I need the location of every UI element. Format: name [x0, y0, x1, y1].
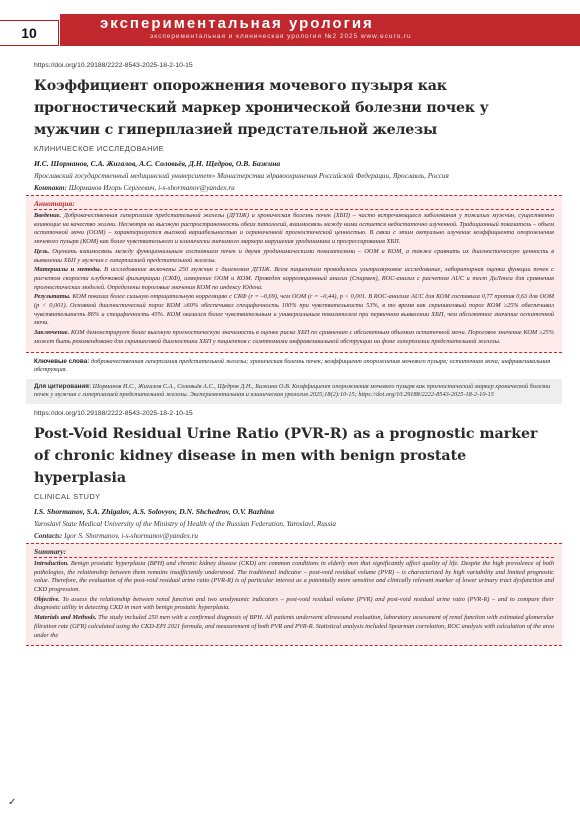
keywords-ru [34, 358, 554, 375]
authors-en: I.S. Shormanov, S.A. Zhigalov, A.S. Solovyov, D.N. Shchedrov, O.V. Bazhina [34, 506, 275, 516]
authors-ru: И.С. Шорманов, С.А. Жигалов, А.С. Соловьёв, Д.Н. Щедров, О.В. Бажина [34, 159, 281, 168]
journal-subtitle: экспериментальная и клиническая урология №2 2025 www.ecuro.ru [150, 33, 412, 40]
doi-link-ru[interactable]: https://doi.org/10.29188/2222-8543-2025-18-2-10-15 [34, 62, 193, 69]
citation-box-ru [26, 379, 562, 404]
abstract-label: Материалы и методы. [34, 266, 102, 274]
affiliation-en: Yaroslavl State Medical University of the Ministry of Health of the Russian Federation, Yaroslavl, Russia [34, 519, 336, 528]
abstract-paragraph [34, 560, 554, 595]
abstract-label: Заключение. [34, 329, 70, 337]
affiliation-ru: Ярославский государственный медицинский университет» Министерства здравоохранения Российской Федерации, Ярославль, Россия [34, 172, 449, 180]
article-type-ru: КЛИНИЧЕСКОЕ ИССЛЕДОВАНИЕ [34, 144, 165, 153]
abstract-box-ru [26, 195, 562, 353]
journal-header [0, 0, 580, 46]
abstract-paragraph [34, 266, 554, 292]
abstract-text: Оценить взаимосвязь между функциональным состоянием почек и двумя уродинамическими показателями – ООМ и КОМ, а также сравнить их диагностическую ценность в выявлении ХБП у мужчин с гиперплазией предстательной железы. [34, 247, 554, 264]
contact-label-ru: Контакт: [34, 184, 67, 192]
abstract-paragraph [34, 248, 554, 265]
abstract-text: Доброкачественная гиперплазия предстательной железы (ДГПЖ) и хроническая болезнь почек (ХБП) – часто встречающиеся заболевания у пожилых мужчин, существенно влияющие на качество жизни. Несмотря на высокую распространенность обеих патологий, взаимосвязь между ними остается недостаточно изученной. Традиционный показатель – объем остаточной мочи (ООМ) – характеризуется высокой вариабельностью и ограниченной прогностической ценностью. В связи с этим актуально изучение коэффициента опорожнения мочевого пузыря (КОМ) как более чувствительного и клинически значимого маркера нарушения уродинамики и прогрессирования ХБП. [34, 212, 554, 246]
citation-label-ru: Для цитирования: [34, 382, 92, 390]
abstract-label: Materials and Methods. [34, 614, 97, 622]
abstract-text: В исследование включены 250 мужчин с диагнозом ДГПЖ. Всем пациентам проводилось ультразвуковое исследование, лабораторная оценка функции почек с расчетом скорости клубочковой фильтрации (СКФ), измерение ООМ и КОМ. Проведен корреляционный анализ (Спирмен), ROC-анализ с расчетом AUC и тест ДеЛонга для сравнения прогностических моделей. Определены пороговые значения КОМ по индексу Юдена. [34, 266, 554, 291]
abstract-text: КОМ показал более сильную отрицательную корреляцию с СКФ (r = –0,69), чем ООМ (r = –0,44), p < 0,001. В ROC-анализе AUC для КОМ составила 0,77 против 0,63 для ООМ (p < 0,001). Основной диагностический порог КОМ ≥60% обеспечивал специфичность 100% при чувствительности 53%, в то время как скрининговый порог КОМ ≥25% обеспечивал чувствительность 86% и специфичность 45%. КОМ оказался более чувствительным и универсальным показателем при первичном выявлении ХБП, чем абсолютное значение остаточной мочи. [34, 293, 554, 327]
article-title-en: Post-Void Residual Urine Ratio (PVR-R) as a prognostic marker of chronic kidney disease in men with benign prostate hyperplasia [34, 425, 538, 486]
abstract-text: The study included 250 men with a confirmed diagnosis of BPH. All patients underwent ultrasound evaluation, laboratory assessment of renal function with estimated glomerular filtration rate (GFR) calculated using the CKD-EPI 2021 formula, and measurement of both PVR and PVR-R. Statistical analysis included Spearman correlation, ROC analysis with calculation of the area under the [34, 614, 554, 639]
abstract-text: КОМ демонстрирует более высокую прогностическую значимость в оценке риска ХБП по сравнению с абсолютным объемом остаточной мочи. Пороговое значение КОМ ≥25% может быть рекомендовано для скрининговой диагностики ХБП у пациентов с симптомами инфравезикальной обструкции на фоне гиперплазии предстательной железы. [34, 329, 554, 345]
article-type-en: CLINICAL STUDY [34, 491, 101, 501]
abstract-text: To assess the relationship between renal function and two urodynamic indicators – post-void residual volume (PVR) and post-void residual urine ratio (PVR-R) – and to compare their diagnostic utility in detecting CKD in men with benign prostatic hyperplasia. [34, 595, 554, 612]
contact-ru [34, 184, 554, 192]
abstract-label: Введение. [34, 212, 62, 219]
abstract-paragraph [34, 293, 554, 328]
doi-link-en[interactable]: https://doi.org/10.29188/2222-8543-2025-18-2-10-15 [34, 409, 193, 417]
contact-text-ru: Шорманов Игорь Сергеевич, i-s-shormanov@yandex.ru [68, 184, 235, 192]
abstract-paragraph [34, 212, 554, 247]
abstract-label: Результаты. [34, 293, 71, 301]
citation-ru [34, 383, 554, 400]
abstract-label: Objective. [34, 595, 60, 603]
checkmark-icon: ✓ [8, 797, 17, 808]
abstract-paragraph [34, 614, 554, 640]
journal-title: экспериментальная урология [100, 15, 374, 32]
keywords-label-ru: Ключевые слова: [34, 357, 90, 365]
page-number: 10 [0, 20, 59, 46]
citation-text-ru: Шорманов И.С., Жигалов С.А., Соловьёв А.С., Щедров Д.Н., Бажина О.В. Коэффициент опорожнения мочевого пузыря как прогностический маркер хронической болезни почек у мужчин с гиперплазией предстательной железы. Экспериментальная и клиническая урология 2025;18(2):10-15; https://doi.org/10.29188/2222-8543-2025-18-2-10-15 [34, 382, 551, 399]
abstract-paragraph [34, 596, 554, 613]
keywords-text-ru: доброкачественная гиперплазия предстательной железы; хроническая болезнь почек; коэффициент опорожнения мочевого пузыря; остаточная моча; инфравезикальная обструкция. [34, 357, 551, 374]
abstract-label: Цель. [34, 247, 50, 255]
contact-label-en: Contacts: [34, 531, 63, 540]
article-body [34, 62, 554, 646]
abstract-heading-ru: Аннотация: [34, 199, 554, 210]
abstract-text: Benign prostatic hyperplasia (BPH) and chronic kidney disease (CKD) are common conditions in elderly men that significantly affect quality of life. Despite the high prevalence of both pathologies, the relationship between them remains insufficiently understood. The traditional indicator – post-void residual volume (PVR) – is characterized by high variability and limited prognostic value. Therefore, the evaluation of the post-void residual urine ratio (PVR-R) is of particular interest as a potentially more sensitive and clinically relevant marker of lower urinary tract dysfunction and CKD progression. [34, 559, 554, 594]
abstract-box-en [26, 543, 562, 646]
contact-text-en: Igor S. Shormanov, i-s-shormanov@yandex.ru [64, 531, 198, 540]
abstract-label: Introduction. [34, 559, 69, 567]
abstract-heading-en: Summary: [34, 547, 554, 558]
contact-en [34, 532, 554, 540]
article-title-ru: Коэффициент опорожнения мочевого пузыря как прогностический маркер хронической болезни почек у мужчин с гиперплазией предстательной железы [34, 78, 489, 138]
abstract-paragraph [34, 329, 554, 346]
